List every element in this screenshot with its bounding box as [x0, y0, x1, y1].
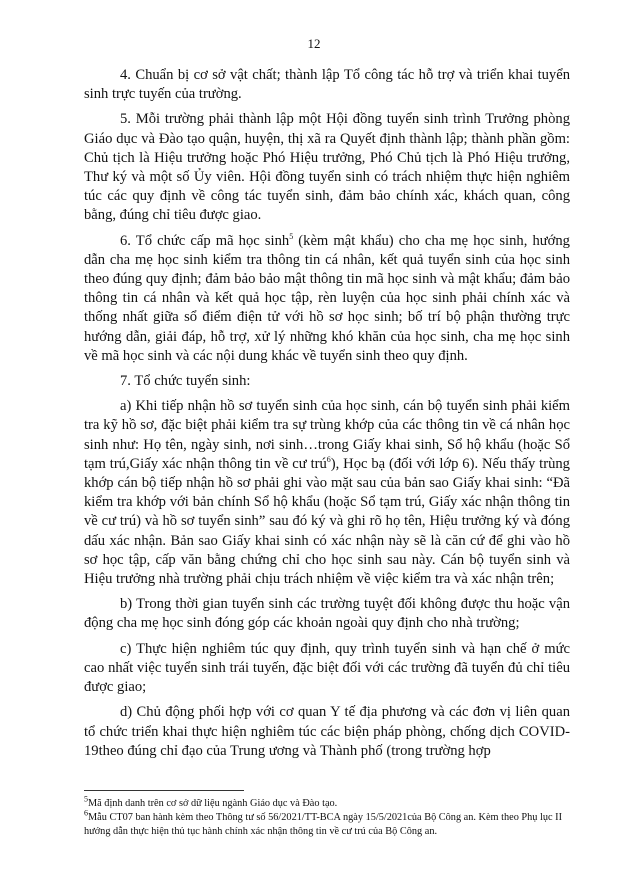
paragraph-item-7b: b) Trong thời gian tuyển sinh các trường tuyệt đối không được thu hoặc vận động cha mẹ học sinh đóng góp các khoản ngoài quy định cho nhà trường; — [84, 596, 570, 632]
paragraph-item-6 — [84, 232, 570, 366]
footnote-ref-6: 6 — [326, 455, 331, 464]
paragraph-item-7: 7. Tổ chức tuyển sinh: — [120, 373, 251, 390]
footnote-5 — [84, 794, 574, 811]
paragraph-item-7d: d) Chủ động phối hợp với cơ quan Y tế địa phương và các đơn vị liên quan tổ chức triển khai thực hiện nghiêm túc các biện pháp phòng, chống dịch COVID-19theo đúng chỉ đạo của Trung ương và Thành phố (trong trường hợp — [84, 704, 570, 759]
footnote-text: Mẫu CT07 ban hành kèm theo Thông tư số 56/2021/TT-BCA ngày 15/5/2021của Bộ Công an. Kèm theo Phụ lục II hướng dẫn thực hiện thủ tục hành chính xác nhận thông tin về cư trú của Bộ Công an. — [84, 812, 563, 837]
page-number: 12 — [307, 36, 321, 51]
footnote-mark: 6 — [84, 808, 88, 818]
footnote-mark: 5 — [84, 794, 88, 804]
paragraph-text: ), Học bạ (đối với lớp 6). Nếu thấy trùng khớp cán bộ tiếp nhận hồ sơ phải ghi vào mặt sau của bản sao Giấy khai sinh: “Đã kiểm tra khớp với bản chính Sổ hộ khẩu (hoặc Sổ tạm trú, Giấy xác nhận thông tin về cư trú) và hồ sơ tuyển sinh” sau đó ký và ghi rõ họ tên, Hiệu trưởng ký và đóng dấu xác nhận. Bản sao Giấy khai sinh có xác nhận này sẽ là căn cứ để ghi vào hồ sơ học tập, cấp văn bằng chứng chỉ cho học sinh sau này. Cán bộ tuyển sinh và Hiệu trưởng nhà trường phải chịu trách nhiệm về việc kiểm tra và xác nhận trên; — [84, 455, 570, 588]
footnote-divider — [84, 790, 244, 791]
paragraph-item-4: 4. Chuẩn bị cơ sở vật chất; thành lập Tổ công tác hỗ trợ và triển khai tuyển sinh trực tuyến của trường. — [84, 67, 570, 103]
paragraph-text: (kèm mật khẩu) cho cha mẹ học sinh, hướng dẫn cha mẹ học sinh kiểm tra thông tin cá nhân, kết quả tuyển sinh của học sinh theo đúng quy định; đảm bảo bảo mật thông tin mã học sinh và mật khẩu; đảm bảo thông tin cá nhân và kết quả học tập, rèn luyện của học sinh phải chính xác và thống nhất giữa sổ điểm điện tử với hồ sơ học sinh; bố trí bộ phận thường trực hướng dẫn, giải đáp, hỗ trợ, xử lý những khó khăn của học sinh, cha mẹ học sinh về mã học sinh và các nội dung khác về tuyển sinh theo quy định. — [84, 232, 570, 364]
paragraph-item-5: 5. Mỗi trường phải thành lập một Hội đồng tuyển sinh trình Trưởng phòng Giáo dục và Đào tạo quận, huyện, thị xã ra Quyết định thành lập; thành phần gồm: Chủ tịch là Hiệu trưởng hoặc Phó Hiệu trưởng, Phó Chủ tịch là Phó Hiệu trưởng, Thư ký và một số Ủy viên. Hội đồng tuyển sinh có trách nhiệm thực hiện nghiêm túc các quy định về công tác tuyển sinh, đảm bảo chính xác, khách quan, công bằng, đúng chỉ tiêu được giao. — [84, 111, 570, 224]
paragraph-text: a) Khi tiếp nhận hồ sơ tuyển sinh của học sinh, cán bộ tuyển sinh phải kiểm tra kỹ hồ sơ, đặc biệt phải kiểm tra sự trùng khớp của các thông tin về cá nhân học sinh như: Họ tên, ngày sinh, nơi sinh…trong Giấy khai sinh, Sổ hộ khẩu (hoặc Sổ tạm trú,Giấy xác nhận thông tin về cư trú — [84, 398, 570, 472]
footnote-ref-5: 5 — [289, 231, 294, 241]
document-body — [84, 66, 570, 763]
paragraph-item-7a — [84, 397, 570, 589]
paragraph-item-7c: c) Thực hiện nghiêm túc quy định, quy trình tuyển sinh và hạn chế ở mức cao nhất việc tuyển sinh trái tuyến, đặc biệt đối với các trường đã tuyển đủ chỉ tiêu được giao; — [84, 640, 570, 696]
footnote-text: Mã định danh trên cơ sở dữ liệu ngành Giáo dục và Đào tạo. — [88, 798, 338, 809]
footnote-6 — [84, 808, 574, 838]
paragraph-text: 6. Tổ chức cấp mã học sinh — [120, 232, 290, 249]
